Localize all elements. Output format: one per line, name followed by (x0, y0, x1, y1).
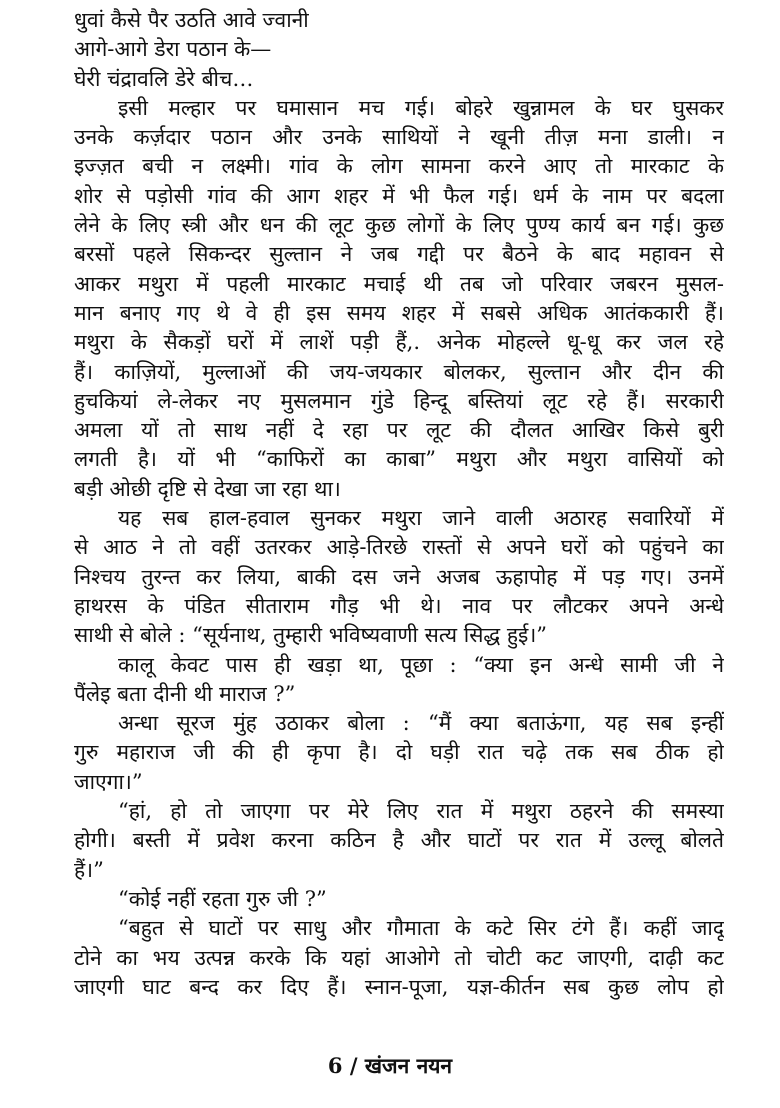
paragraph-line: से आठ ने तो वहीं उतरकर आड़े-तिरछे रास्तों से अपने घरों को पहुंचने का (74, 535, 724, 560)
dialogue-line: हैं।” (74, 857, 104, 882)
paragraph-line: आकर मथुरा में पहली मारकाट मचाई थी तब जो परिवार जबरन मुसल- (74, 271, 724, 296)
paragraph-line: इसी मल्हार पर घमासान मच गई। बोहरे खुन्नामल के घर घुसकर (118, 95, 724, 120)
paragraph-line: हुचकियां ले-लेकर नए मुसलमान गुंडे हिन्दू बस्तियां लूट रहे हैं। सरकारी (74, 388, 724, 413)
body-text (74, 6, 724, 1002)
paragraph-line: बड़ी ओछी दृष्टि से देखा जा रहा था। (74, 476, 341, 501)
paragraph-line: इज्ज़त बची न लक्ष्मी। गांव के लोग सामना करने आए तो मारकाट के (74, 154, 724, 179)
verse-line: घेरी चंद्रावलि डेरे बीच… (74, 66, 254, 91)
paragraph-line: बरसों पहले सिकन्दर सुल्तान ने जब गद्दी पर बैठने के बाद महावन से (74, 242, 724, 267)
paragraph-line: मथुरा के सैकड़ों घरों में लाशें पड़ी हैं,. अनेक मोहल्ले धू-धू कर जल रहे (74, 330, 724, 355)
dialogue-line: “कोई नहीं रहता गुरु जी ?” (118, 886, 327, 911)
paragraph-line: शोर से पड़ोसी गांव की आग शहर में भी फैल गई। धर्म के नाम पर बदला (74, 183, 724, 208)
dialogue-line: “बहुत से घाटों पर साधु और गौमाता के कटे सिर टंगे हैं। कहीं जादू (118, 916, 724, 941)
paragraph-line: मान बनाए गए थे वे ही इस समय शहर में सबसे अधिक आतंककारी हैं। (74, 300, 724, 325)
paragraph-line: निश्चय तुरन्त कर लिया, बाकी दस जने अजब ऊहापोह में पड़ गए। उनमें (74, 564, 724, 589)
paragraph-line: हैं। काज़ियों, मुल्लाओं की जय-जयकार बोलकर, सुल्तान और दीन की (74, 359, 724, 384)
verse-line: धुवां कैसे पैर उठति आवे ज्वानी (74, 8, 309, 32)
dialogue-line: पैंलेइ बता दीनी थी माराज ?” (74, 681, 296, 706)
paragraph-line: अमला यों तो साथ नहीं दे रहा पर लूट की दौलत आखिर किसे बुरी (74, 418, 724, 443)
dialogue-line: टोने का भय उत्पन्न करके कि यहां आओगे तो चोटी कट जाएगी, दाढ़ी कट (74, 945, 724, 970)
page-number: 6 (327, 1053, 343, 1078)
dialogue-line: जाएगी घाट बन्द कर दिए हैं। स्नान-पूजा, यज्ञ-कीर्तन सब कुछ लोप हो (74, 974, 724, 999)
book-title: खंजन नयन (364, 1053, 453, 1078)
dialogue-line: जाएगा।” (74, 769, 143, 794)
paragraph-line: लगती है। यों भी “काफिरों का काबा” मथुरा और मथुरा वासियों को (74, 447, 724, 472)
dialogue-line: कालू केवट पास ही खड़ा था, पूछा : “क्या इन अन्धे सामी जी ने (118, 652, 724, 677)
verse-line: आगे-आगे डेरा पठान के— (74, 37, 272, 62)
page-footer (0, 1052, 780, 1080)
dialogue-line: गुरु महाराज जी की ही कृपा है। दो घड़ी रात चढ़े तक सब ठीक हो (74, 740, 724, 765)
paragraph-line: उनके कर्ज़दार पठान और उनके साथियों ने खूनी तीज़ मना डाली। न (74, 125, 724, 150)
paragraph-line: हाथरस के पंडित सीताराम गौड़ भी थे। नाव पर लौटकर अपने अन्धे (74, 593, 724, 618)
dialogue-line: अन्धा सूरज मुंह उठाकर बोला : “मैं क्या बताऊंगा, यह सब इन्हीं (118, 711, 724, 736)
paragraph-line: साथी से बोले : “सूर्यनाथ, तुम्हारी भविष्यवाणी सत्य सिद्ध हुई।” (74, 623, 548, 648)
footer-separator: / (349, 1053, 358, 1078)
paragraph-line: यह सब हाल-हवाल सुनकर मथुरा जाने वाली अठारह सवारियों में (118, 506, 724, 531)
dialogue-line: होगी। बस्ती में प्रवेश करना कठिन है और घाटों पर रात में उल्लू बोलते (74, 828, 724, 853)
dialogue-line: “हां, हो तो जाएगा पर मेरे लिए रात में मथुरा ठहरने की समस्या (118, 799, 724, 824)
paragraph-line: लेने के लिए स्त्री और धन की लूट कुछ लोगों के लिए पुण्य कार्य बन गई। कुछ (74, 213, 724, 238)
